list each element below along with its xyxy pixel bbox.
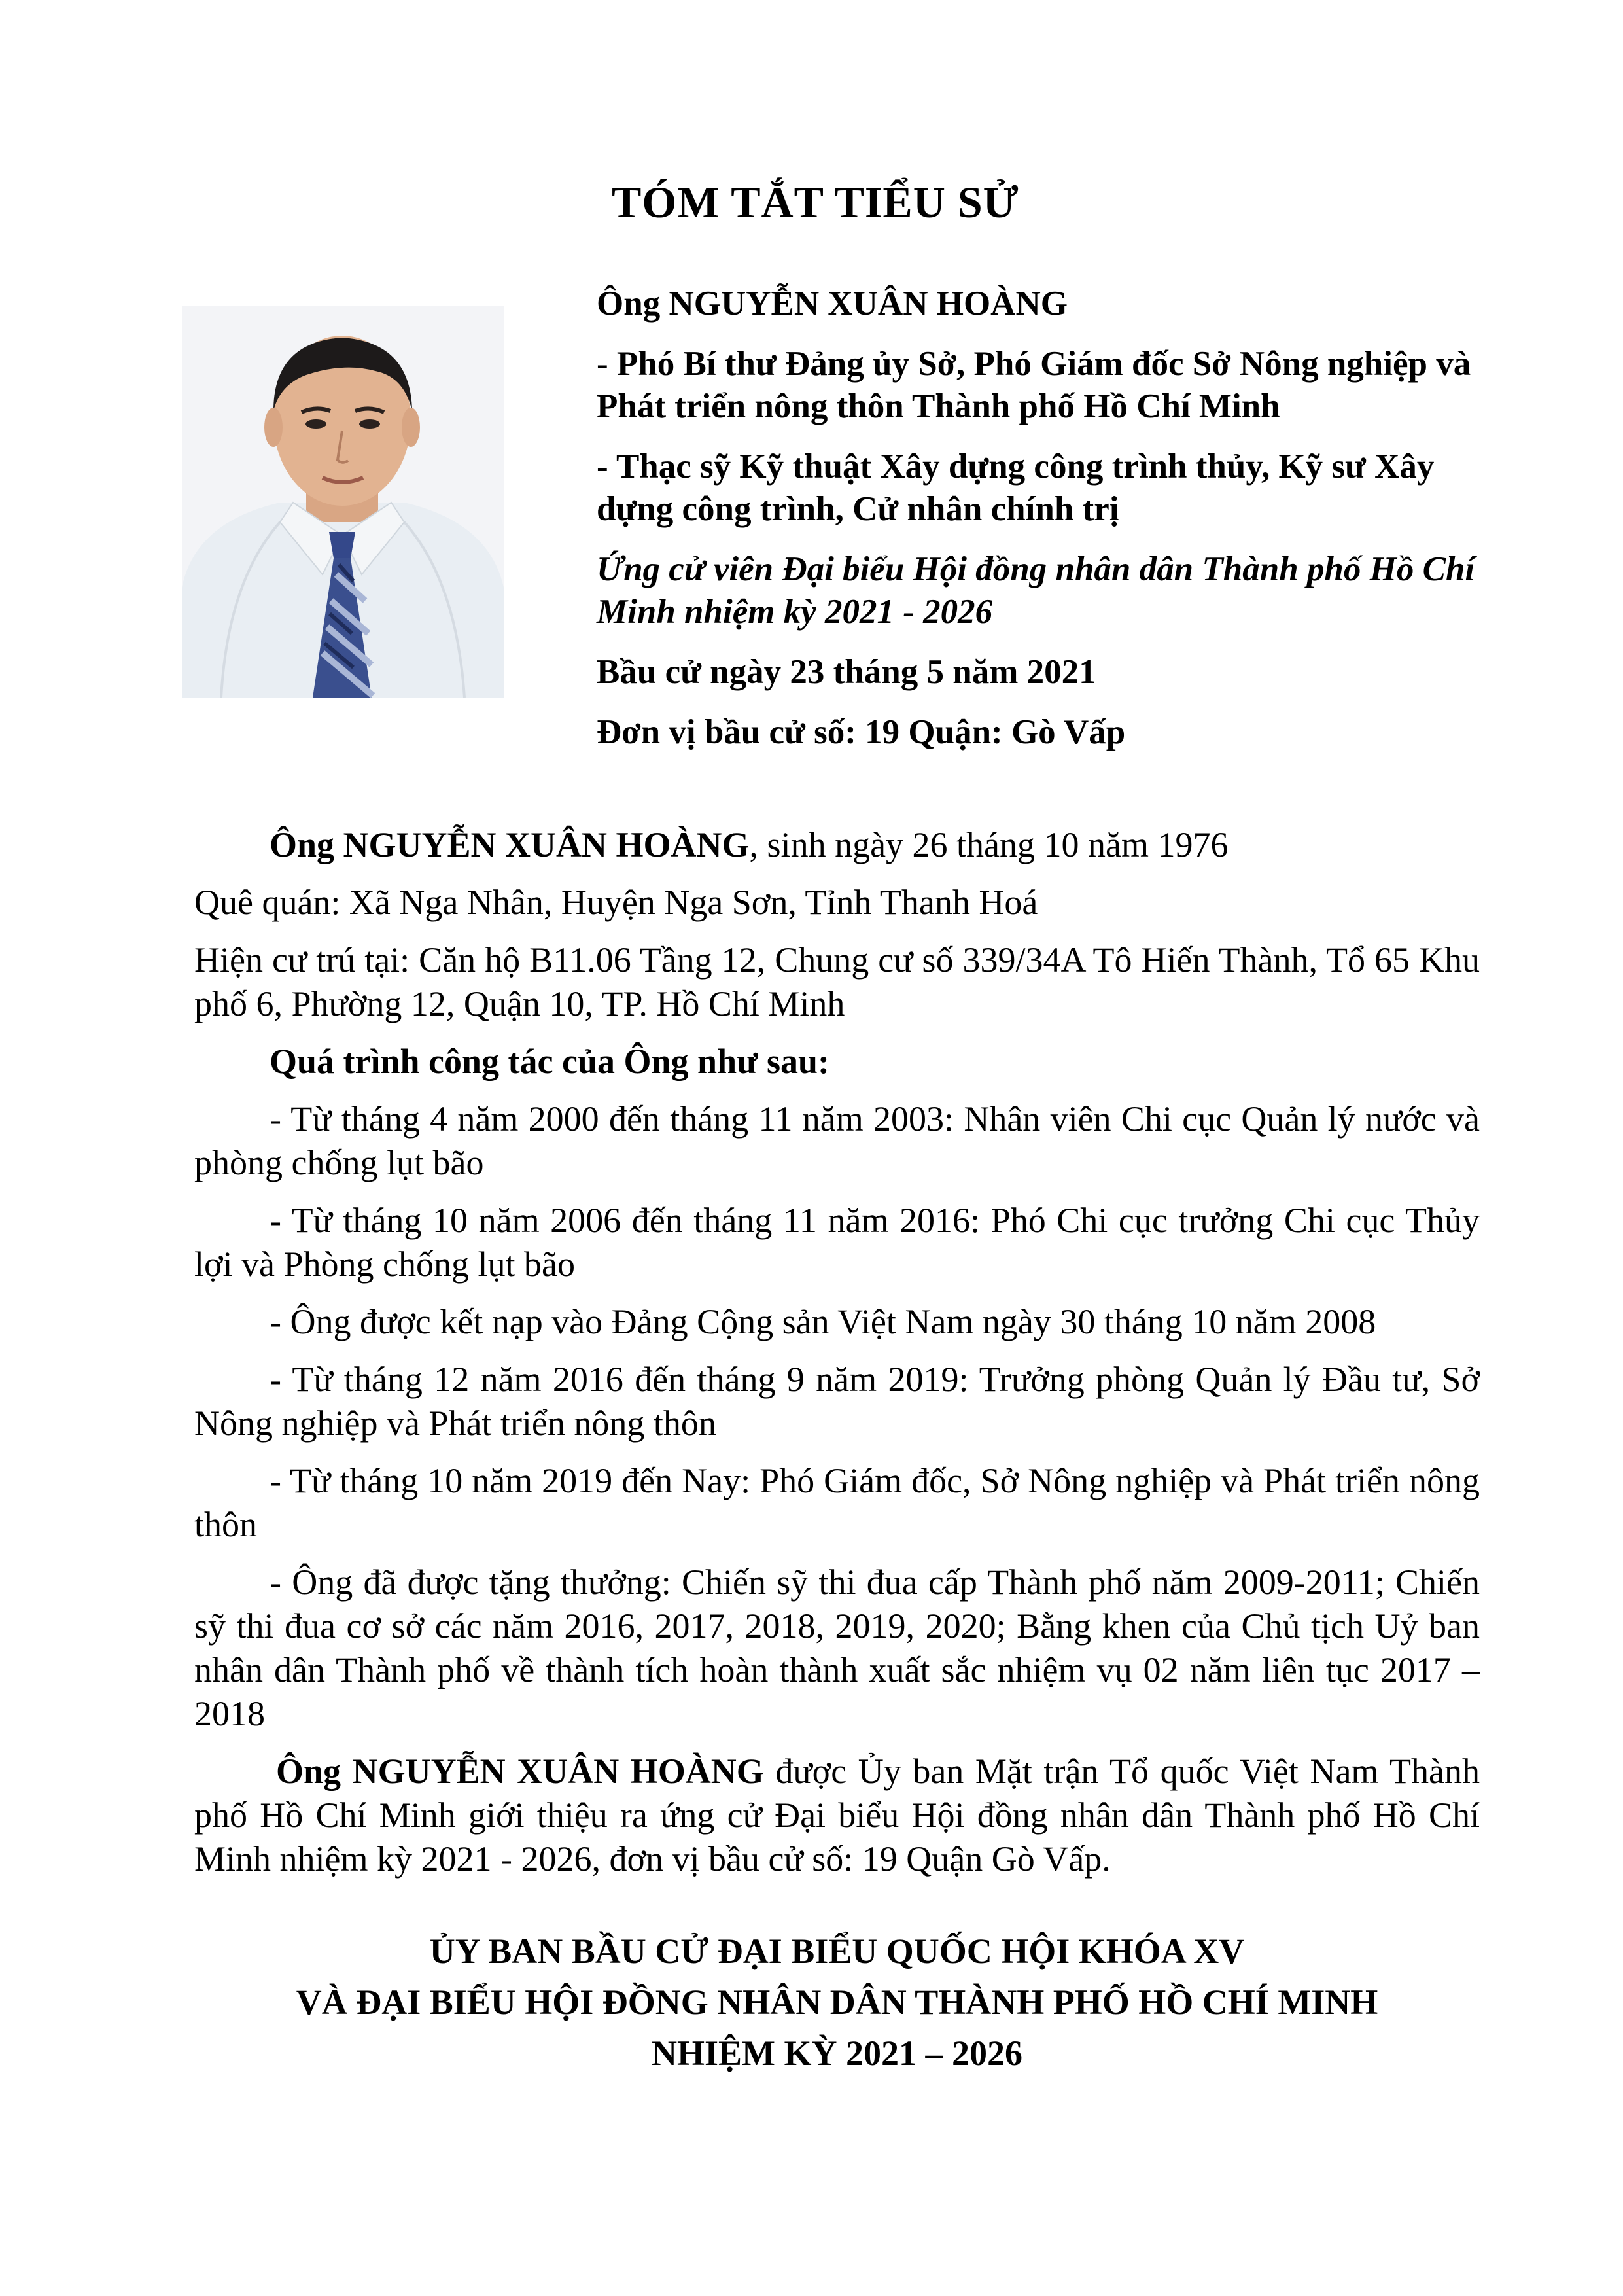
residence: Hiện cư trú tại: Căn hộ B11.06 Tầng 12, Chung cư số 339/34A Tô Hiến Thành, Tổ 65 Khu phố 6, Phường 12, Quận 10, TP. Hồ Chí Minh [194,940,1480,1023]
election-date: Bầu cử ngày 23 tháng 5 năm 2021 [597,653,1096,691]
career-heading: Quá trình công tác của Ông như sau: [270,1042,830,1081]
career-item: - Ông được kết nạp vào Đảng Cộng sản Việt Nam ngày 30 tháng 10 năm 2008 [270,1302,1376,1341]
intro-birth: , sinh ngày 26 tháng 10 năm 1976 [749,825,1229,864]
candidacy-statement: Ứng cử viên Đại biểu Hội đồng nhân dân Thành phố Hồ Chí Minh nhiệm kỳ 2021 - 2026 [597,550,1475,631]
candidate-name: Ông NGUYỄN XUÂN HOÀNG [597,285,1068,323]
biography-body [194,823,1480,1895]
committee-line: NHIỆM KỲ 2021 – 2026 [652,2034,1022,2073]
candidate-header [597,283,1480,754]
committee-line: ỦY BAN BẦU CỬ ĐẠI BIỂU QUỐC HỘI KHÓA XV [429,1932,1245,1971]
candidate-education: - Thạc sỹ Kỹ thuật Xây dựng công trình thủy, Kỹ sư Xây dựng công trình, Cử nhân chính trị [597,448,1435,528]
closing-name: Ông NGUYỄN XUÂN HOÀNG [276,1752,764,1791]
career-item: - Từ tháng 4 năm 2000 đến tháng 11 năm 2003: Nhân viên Chi cục Quản lý nước và phòng chống lụt bão [194,1099,1480,1182]
candidate-position: - Phó Bí thư Đảng ủy Sở, Phó Giám đốc Sở Nông nghiệp và Phát triển nông thôn Thành phố Hồ Chí Minh [597,345,1471,425]
career-item: - Từ tháng 10 năm 2006 đến tháng 11 năm 2016: Phó Chi cục trưởng Chi cục Thủy lợi và Phòng chống lụt bão [194,1201,1480,1284]
career-item: - Ông đã được tặng thưởng: Chiến sỹ thi đua cấp Thành phố năm 2009-2011; Chiến sỹ thi đua cơ sở các năm 2016, 2017, 2018, 2019, 2020; Bằng khen của Chủ tịch Uỷ ban nhân dân Thành phố về thành tích hoàn thành xuất sắc nhiệm vụ 02 năm liên tục 2017 – 2018 [194,1563,1480,1733]
closing-text: được Ủy ban Mặt trận Tổ quốc Việt Nam Thành phố Hồ Chí Minh giới thiệu ra ứng cử Đại biểu Hội đồng nhân dân Thành phố Hồ Chí Minh nhiệm kỳ 2021 - 2026, đơn vị bầu cử số: 19 Quận Gò Vấp. [194,1752,1480,1879]
committee-line: VÀ ĐẠI BIỂU HỘI ĐỒNG NHÂN DÂN THÀNH PHỐ HỒ CHÍ MINH [296,1983,1378,2022]
page-title: TÓM TẮT TIỂU SỬ [612,177,1019,227]
constituency: Đơn vị bầu cử số: 19 Quận: Gò Vấp [597,713,1126,751]
career-item: - Từ tháng 10 năm 2019 đến Nay: Phó Giám đốc, Sở Nông nghiệp và Phát triển nông thôn [194,1461,1480,1544]
issuing-committee [194,1926,1480,2079]
intro-paragraph [194,823,1480,867]
career-item: - Từ tháng 12 năm 2016 đến tháng 9 năm 2019: Trưởng phòng Quản lý Đầu tư, Sở Nông nghiệp và Phát triển nông thôn [194,1360,1480,1443]
intro-name: Ông NGUYỄN XUÂN HOÀNG [270,825,750,864]
hometown: Quê quán: Xã Nga Nhân, Huyện Nga Sơn, Tỉnh Thanh Hoá [194,883,1038,922]
closing-paragraph [194,1750,1480,1881]
portrait-photo [182,306,504,698]
